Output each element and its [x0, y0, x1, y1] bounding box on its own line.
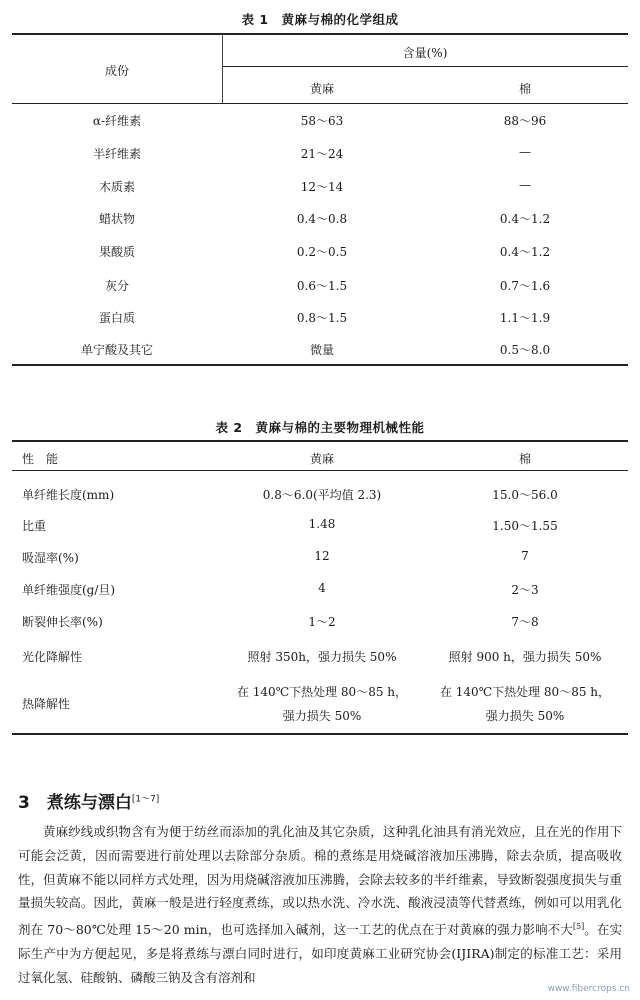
- table1-row-cotton: 0.7～1.6: [499, 279, 551, 293]
- section-heading-text: 3 煮练与漂白: [18, 793, 132, 813]
- table1-row-cotton: 0.4～1.2: [499, 212, 551, 226]
- table1-row-jute: 0.4～0.8: [296, 212, 348, 226]
- table1-row-name: 果酸质: [98, 245, 135, 259]
- table1-header-rule: [12, 103, 628, 104]
- table2-row-jute: 4: [318, 581, 326, 595]
- table1-row-cotton: 1.1～1.9: [499, 311, 551, 325]
- table2-header-jute: 黄麻: [309, 452, 334, 466]
- table1-row-jute: 0.6～1.5: [296, 279, 348, 293]
- table2-header-property: 性 能: [22, 452, 59, 466]
- table2-row-name: 热降解性: [22, 697, 71, 711]
- paragraph-part1: 黄麻纱线或织物含有为便于纺丝而添加的乳化油及其它杂质，这种乳化油具有消光效应，且在光的作用下可能会泛黄，因而需要进行前处理以去除部分杂质。棉的煮练是用烧碱溶液加压沸腾，除去杂质，提高吸收性，但黄麻不能以同样方式处理，因为用烧碱溶液加压沸腾，会除去较多的半纤维素，导致断裂强度损失与重量损失较高。因此，黄麻一般是进行轻度煮练，或以热水洗、冷水洗、酸液浸渍等代替煮练，例如可以用乳化剂在 70～80℃处理 15～20 min，也可选择加入碱剂，这一工艺的优点在于对黄麻的强力影响不大: [18, 824, 622, 938]
- table1-row-jute: 0.8～1.5: [296, 311, 348, 325]
- table1-row-cotton: 0.4～1.2: [499, 245, 551, 259]
- table1-row-name: 蛋白质: [98, 311, 135, 325]
- table2-row-jute: 12: [314, 549, 330, 563]
- table1-subheader-rule: [222, 66, 628, 67]
- table1-header-jute: 黄麻: [309, 82, 334, 96]
- table1-row-name: 木质素: [98, 180, 135, 194]
- table2-bottom-rule: [12, 733, 628, 735]
- table1-title: 表 1 黄麻与棉的化学组成: [241, 12, 399, 27]
- table2-row-jute: 1.48: [308, 517, 336, 531]
- table2-row-jute-line2: 强力损失 50%: [282, 709, 362, 723]
- table2-row-jute: 在 140℃下热处理 80～85 h，: [236, 685, 408, 699]
- table2-row-cotton: 照射 900 h，强力损失 50%: [448, 650, 602, 664]
- table2-row-cotton: 1.50～1.55: [492, 519, 558, 533]
- table2-row-cotton-line2: 强力损失 50%: [485, 709, 565, 723]
- table2-row-name: 单纤维长度(mm): [22, 488, 115, 502]
- table1-row-name: 单宁酸及其它: [80, 343, 153, 357]
- table1-row-jute: 58～63: [300, 114, 344, 128]
- table2-row-cotton: 2～3: [511, 583, 539, 597]
- table2-header-rule: [12, 470, 628, 471]
- table2-row-cotton: 7: [521, 549, 529, 563]
- table1-row-jute: 12～14: [300, 180, 344, 194]
- table2-title: 表 2 黄麻与棉的主要物理机械性能: [215, 420, 425, 435]
- table2-top-rule: [12, 440, 628, 442]
- table2-header-cotton: 棉: [518, 452, 531, 466]
- table1-row-jute: 微量: [309, 343, 334, 357]
- table2-row-cotton: 15.0～56.0: [492, 488, 558, 502]
- table1-row-jute: 0.2～0.5: [296, 245, 348, 259]
- table2-row-name: 单纤维强度(g/旦): [22, 583, 116, 597]
- table1-top-rule: [12, 33, 628, 35]
- table2-row-jute: 0.8～6.0(平均值 2.3): [262, 488, 382, 502]
- table1-row-cotton: 88～96: [503, 114, 547, 128]
- table1-bottom-rule: [12, 364, 628, 366]
- table1-row-name: 半纤维素: [92, 147, 141, 161]
- table1-header-cotton: 棉: [518, 82, 531, 96]
- paragraph-ref: [5]: [572, 922, 585, 932]
- table1-header-content: 含量(%): [402, 46, 448, 60]
- paragraph-part2: 。在实际生产中为方便起见，多是将煮练与漂白同时进行，如印度黄麻工业研究协会(IJIRA)制定的标准工艺：采用过氧化氢、硅酸钠、磷酸三钠及含有溶剂和: [18, 922, 622, 985]
- table2-row-jute: 1～2: [308, 615, 336, 629]
- table1-row-name: α-纤维素: [92, 114, 142, 128]
- watermark: www.fibercrops.cn: [547, 984, 630, 994]
- table1-row-name: 蜡状物: [98, 212, 135, 226]
- table1-header-component: 成份: [104, 64, 129, 78]
- table1-row-cotton: —: [519, 178, 531, 192]
- section-heading-ref: [1～7]: [131, 794, 160, 805]
- table2-row-name: 断裂伸长率(%): [22, 615, 103, 629]
- table1-row-jute: 21～24: [300, 147, 344, 161]
- table2-row-cotton: 7～8: [511, 615, 539, 629]
- section-heading: [18, 788, 159, 813]
- table1-row-cotton: —: [519, 145, 531, 159]
- table2-row-name: 吸湿率(%): [22, 551, 79, 565]
- table2-row-name: 光化降解性: [22, 650, 83, 664]
- table1-row-name: 灰分: [104, 279, 129, 293]
- body-paragraph: [18, 820, 622, 990]
- table2-row-cotton: 在 140℃下热处理 80～85 h，: [439, 685, 611, 699]
- table2-row-name: 比重: [22, 519, 47, 533]
- table1-row-cotton: 0.5～8.0: [499, 343, 551, 357]
- table2-row-jute: 照射 350h，强力损失 50%: [247, 650, 397, 664]
